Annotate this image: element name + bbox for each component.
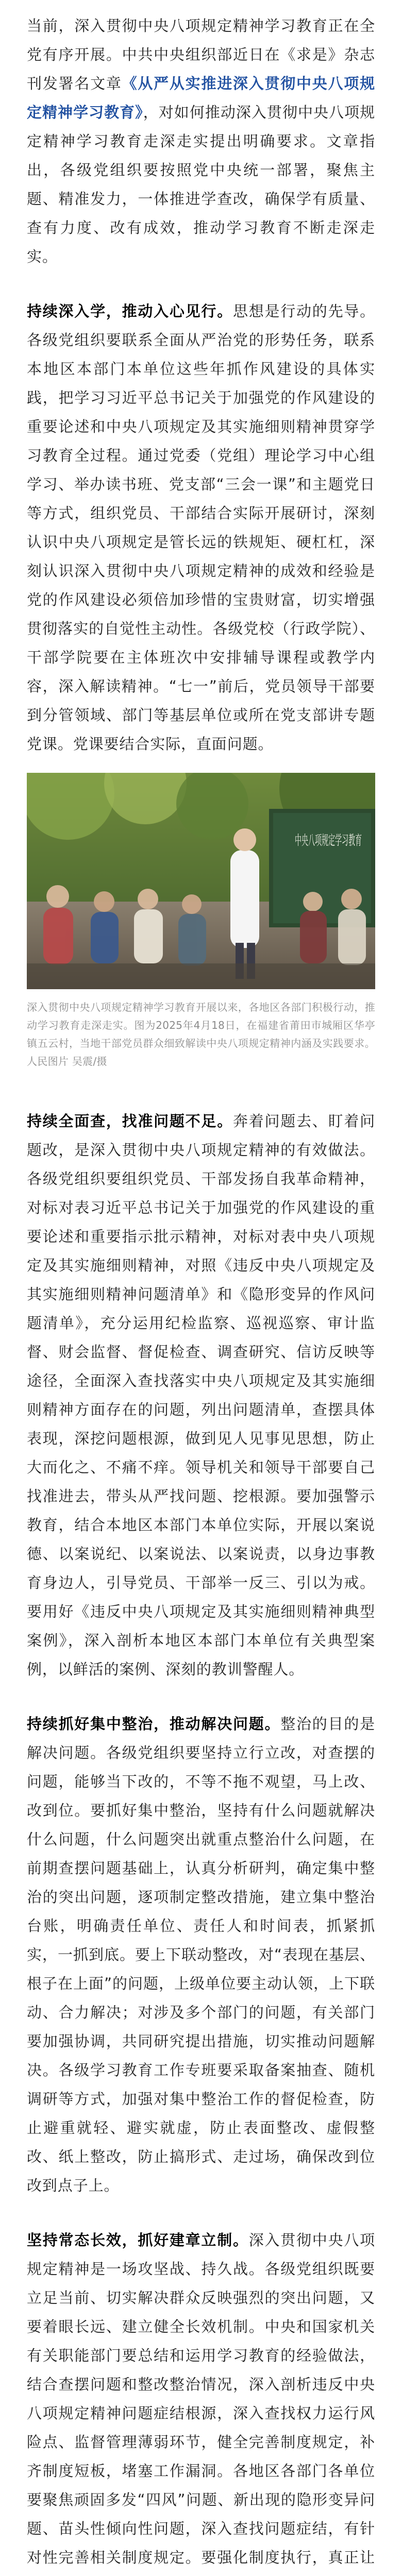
section-body: 奔着问题去、盯着问题改，是深入贯彻中央八项规定精神的有效做法。各级党组织要组织党员、干部发扬自我革命精神，对标对表习近平总书记关于加强党的作风建设的重要论述和重要指示批示精神，对标对表中央八项规定及其实施细则精神，对照《违反中央八项规定及其实施细则精神问题清单》和《隐形变异的作风问题清单》，充分运用纪检监察、巡视巡察、审计监督、财会监督、督促检查、调查研究、信访反映等途径，全面深入查找落实中央八项规定及其实施细则精神方面存在的问题，列出问题清单，查摆具体表现，深挖问题根源，做到见人见事见思想，防止大而化之、不痛不痒。领导机关和领导干部要自己找准进去，带头从严找问题、挖根源。要加强警示教育，结合本地区本部门本单位实际，开展以案说德、以案说纪、以案说法、以案说责，以身边事教育身边人，引导党员、干部举一反三、引以为戒。要用好《违反中央八项规定及其实施细则精神典型案例》，深入剖析本地区本部门本单位有关典型案例，以鲜活的案例、深刻的教训警醒人。 <box>27 1112 375 1678</box>
photo-caption: 深入贯彻中央八项规定精神学习教育开展以来，各地区各部门积极行动，推动学习教育走深走实。图为2025年4月18日，在福建省莆田市城厢区华亭镇五云村，当地干部党员群众细致解读中央八项规定精神内涵及实践要求。人民图片 吴震/摄 <box>27 1001 375 1067</box>
section-body: 整治的目的是解决问题。各级党组织要坚持立行立改，对查摆的问题，能够当下改的，不等不拖不观望，马上改、改到位。要抓好集中整治，坚持有什么问题就解决什么问题，什么问题突出就重点整治什么问题，在前期查摆问题基础上，认真分析研判，确定集中整治的突出问题，逐项制定整改措施，建立集中整治台账，明确责任单位、责任人和时间表，抓紧抓实，一抓到底。要上下联动整改，对“表现在基层、根子在上面”的问题，上级单位要主动认领，上下联动、合力解决；对涉及多个部门的问题，有关部门要加强协调，共同研究提出措施，切实推动问题解决。各级学习教育工作专班要采取备案抽查、随机调研等方式，加强对集中整治工作的督促检查，防止避重就轻、避实就虚，防止表面整改、虚假整改、纸上整改，防止搞形式、走过场，确保改到位改到点子上。 <box>27 1715 375 2194</box>
section-paragraph <box>27 1709 375 2200</box>
intro-paragraph <box>27 11 375 271</box>
section-lead: 持续全面查，找准问题不足。 <box>27 1112 233 1130</box>
section-lead: 坚持常态长效，抓好建章立制。 <box>27 2231 249 2249</box>
news-photo <box>27 773 375 989</box>
section-body: 思想是行动的先导。各级党组织要联系全面从严治党的形势任务，联系本地区本部门本单位这些年抓作风建设的具体实践，把学习习近平总书记关于加强党的作风建设的重要论述和中央八项规定及其实施细则精神贯穿学习教育全过程。通过党委（党组）理论学习中心组学习、举办读书班、党支部“三会一课”和主题党日等方式，组织党员、干部结合实际开展研讨，深刻认识中央八项规定是管长远的铁规矩、硬杠杠，深刻认识深入贯彻中央八项规定精神的成效和经验是党的作风建设必须倍加珍惜的宝贵财富，切实增强贯彻落实的自觉性主动性。各级党校（行政学院）、干部学院要在主体班次中安排辅导课程或教学内容，深入解读精神。“七一”前后，党员领导干部要到分管领域、部门等基层单位或所在党支部讲专题党课。党课要结合实际，直面问题。 <box>27 302 375 753</box>
section-body: 深入贯彻中央八项规定精神是一场攻坚战、持久战。各级党组织既要立足当前、切实解决群众反映强烈的突出问题，又要着眼长远、建立健全长效机制。中央和国家机关有关职能部门要总结和运用学习教育的经验做法，结合查摆问题和整改整治情况，深入剖析违反中央八项规定精神问题症结根源，深入查找权力运行风险点、监督管理薄弱环节，健全完善制度规定，补齐制度短板，堵塞工作漏洞。各地区各部门各单位要聚焦顽固多发“四风”问题、新出现的隐形变异问题、苗头性倾向性问题，深入查找问题症结，有针对性完善相关制度规定。要强化制度执行，真正让 <box>27 2231 375 2566</box>
section-paragraph <box>27 297 375 758</box>
section-lead: 持续深入学，推动入心见行。 <box>27 302 233 320</box>
intro-text: 当前，深入贯彻中央八项规定精神学习教育正在全党有序开展。中共中央组织部近日在《求是》杂志刊发署名文章 <box>27 17 375 92</box>
board-text: 中央八项规定学习教育 <box>295 833 362 849</box>
section-paragraph <box>27 1107 375 1684</box>
section-lead: 持续抓好集中整治，推动解决问题。 <box>27 1715 281 1733</box>
intro-text-continued: ，对如何推动深入贯彻中央八项规定精神学习教育走深走实提出明确要求。文章指出，各级党组织要按照党中央统一部署，聚焦主题、精准发力，一体推进学查改，确保学有质量、查有力度、改有成效，推动学习教育不断走深走实。 <box>27 104 375 265</box>
photo-illustration <box>27 773 375 989</box>
section-paragraph <box>27 2226 375 2576</box>
article-link[interactable]: 《从严从实推进深入贯彻中央八项规定精神学习教育》 <box>27 75 376 121</box>
